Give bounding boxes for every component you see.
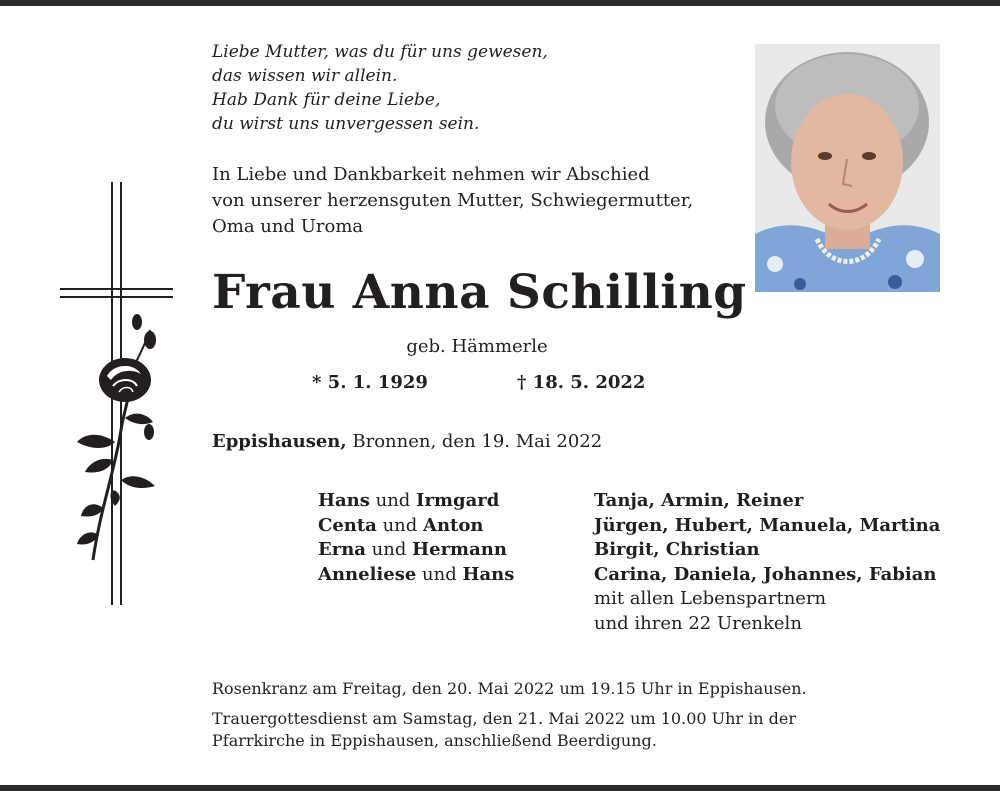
family-pair — [318, 514, 514, 539]
family-grandchildren-list — [594, 489, 940, 636]
intro-text — [212, 162, 752, 240]
family-pair — [318, 563, 514, 588]
poem-line: das wissen wir allein. — [212, 66, 398, 86]
rosary-notice: Rosenkranz am Freitag, den 20. Mai 2022 um 19.15 Uhr in Eppishausen. — [212, 679, 807, 698]
conjunction: und — [365, 539, 413, 560]
poem — [212, 40, 732, 136]
poem-line: Hab Dank für deine Liebe, — [212, 90, 441, 110]
family-name: Irmgard — [416, 490, 500, 511]
grandchildren-line: Carina, Daniela, Johannes, Fabian — [594, 563, 937, 585]
family-name: Hermann — [412, 539, 507, 560]
family-pair — [318, 489, 514, 514]
death-date: † 18. 5. 2022 — [517, 372, 646, 393]
funeral-line: Pfarrkirche in Eppishausen, anschließend Beerdigung. — [212, 731, 657, 750]
grandchildren-line: Birgit, Christian — [594, 539, 760, 560]
portrait-photo — [755, 44, 940, 292]
deceased-name: Frau Anna Schilling — [212, 265, 747, 320]
family-name: Hans — [318, 490, 370, 511]
birth-name: geb. Hämmerle — [406, 336, 548, 357]
grandchildren-line: Tanja, Armin, Reiner — [594, 490, 804, 511]
place-date-line — [212, 429, 602, 455]
conjunction: und — [369, 490, 417, 511]
conjunction: und — [376, 514, 423, 536]
cross-with-rose-icon — [55, 180, 180, 605]
top-border — [0, 0, 1000, 6]
intro-line: In Liebe und Dankbarkeit nehmen wir Abschied — [212, 164, 650, 185]
partners-line: mit allen Lebenspartnern — [594, 588, 827, 609]
great-grandchildren-line: und ihren 22 Urenkeln — [594, 612, 802, 634]
poem-line: Liebe Mutter, was du für uns gewesen, — [212, 42, 548, 62]
service-notices — [212, 678, 952, 752]
place-town: Eppishausen, — [212, 431, 347, 452]
grandchildren-line: Jürgen, Hubert, Manuela, Martina — [594, 514, 941, 536]
place-rest: Bronnen, den 19. Mai 2022 — [346, 431, 603, 452]
bottom-border — [0, 785, 1000, 791]
family-name: Hans — [462, 563, 515, 585]
conjunction: und — [416, 563, 463, 585]
family-pair — [318, 538, 514, 563]
family-children-list — [318, 489, 514, 587]
family-name: Anton — [423, 514, 484, 536]
birth-date: * 5. 1. 1929 — [312, 372, 428, 393]
intro-line: von unserer herzensguten Mutter, Schwiegermutter, — [212, 190, 694, 211]
poem-line: du wirst uns unvergessen sein. — [212, 114, 480, 134]
intro-line: Oma und Uroma — [212, 216, 364, 237]
family-name: Centa — [318, 514, 377, 536]
family-name: Anneliese — [318, 563, 417, 585]
family-name: Erna — [318, 539, 366, 560]
funeral-notice — [212, 708, 952, 752]
funeral-line: Trauergottesdienst am Samstag, den 21. Mai 2022 um 10.00 Uhr in der — [212, 709, 797, 728]
